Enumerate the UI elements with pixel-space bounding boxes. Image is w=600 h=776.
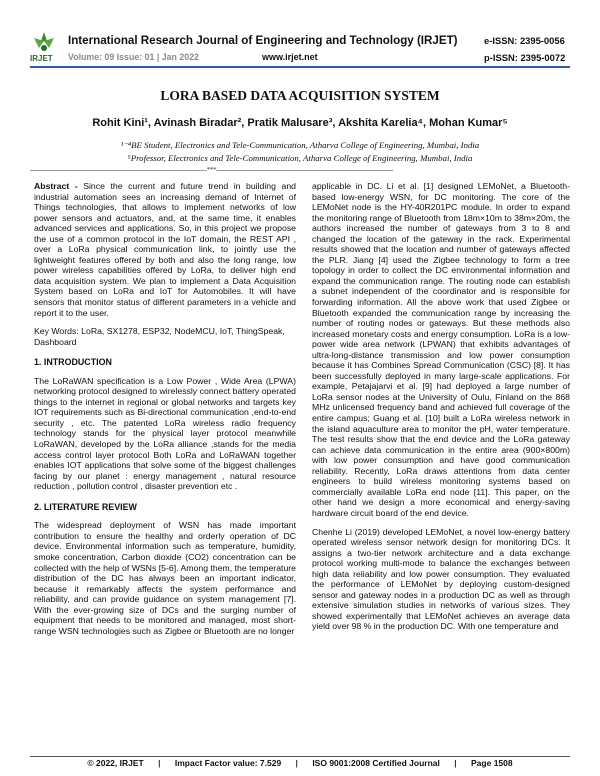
footer-copyright: © 2022, IRJET (87, 758, 144, 768)
lemonet-paragraph: Chenhe Li (2019) developed LEMoNet, a novel low-energy battery operated wireless sensor network design for monitoring DCs. It assigns a two-tier network architecture and a data exchange protocol working multi-mode to balance the exchanges between high data reliability and low power consumption. They evaluated the performance of LEMoNet by deploying custom-designed sensor and gateway nodes in a production DC as well as through extensive simulation studies in networks of various sizes. They showed experimentally that LEMoNet achieves an average data yield over 98 % in the production DC. With one temperature and (312, 526, 570, 632)
introduction-heading: 1. INTRODUCTION (34, 357, 112, 368)
paper-title: LORA BASED DATA ACQUISITION SYSTEM (160, 88, 440, 103)
abstract-label: Abstract - (34, 181, 78, 191)
literature-review-text: The widespread deployment of WSN has made important contribution to ensure the healthy and orderly operation of DC device. Environmental information such as temperature, humidity, smoke concentration, Carbon dioxide (CO2) concentration can be collected with the help of WSNs [5-6]. Among them, the temperature distribution of the DC has always been an important indicator, because it remarkably affects the system performance and reliability, and can provide guidance on system management [7]. With the ever-growing size of DCs and the surging number of equipment that needs to be monitored and managed, most short-range WSN technologies such as Zigbee or Bluetooth are no longer (34, 520, 296, 636)
footer-separator: | (454, 758, 457, 768)
footer-impact-factor: Impact Factor value: 7.529 (174, 758, 282, 768)
literature-review-heading: 2. LITERATURE REVIEW (34, 501, 137, 512)
section-separator: ---------------------------------------------------------------------------------------***--------------------------------------------------------------------------------------- (30, 166, 394, 174)
footer-iso: ISO 9001:2008 Certified Journal (312, 758, 440, 768)
p-issn: p-ISSN: 2395-0072 (484, 52, 566, 63)
page-footer (0, 758, 600, 768)
footer-separator: | (158, 758, 161, 768)
right-column (312, 181, 570, 640)
affiliation-1: ¹⁻⁴BE Student, Electronics and Tele-Communication, Atharva College of Engineering, Mumbai, India (120, 140, 480, 150)
keywords: Key Words: LoRa, SX1278, ESP32, NodeMCU, IoT, ThingSpeak, Dashboard (34, 326, 285, 347)
abstract (34, 181, 296, 318)
introduction-text: The LoRaWAN specification is a Low Power , Wide Area (LPWA) networking protocol designed to wirelessly connect battery operated things to the internet in regional or global networks and targets key IOT requirements such as Bi-directional communication ,end-to-end security , etc. The patented LoRa wireless radio frequency technology stands for the physical layer protocol meanwhile LoRaWAN, developed by the LoRa alliance ,stands for the media access control layer protocol Both LoRa and LoRaWAN together enables IOT applications that solve some of the biggest challenges facing by our planet : energy management , natural resource reduction , pollution control , disaster prevention etc . (34, 375, 296, 492)
paper-authors: Rohit Kini¹, Avinash Biradar², Pratik Malusare³, Akshita Karelia⁴, Mohan Kumar⁵ (92, 117, 508, 129)
footer-divider (30, 756, 570, 757)
irjet-logo-icon (24, 30, 64, 70)
affiliation-2: ⁵Professor, Electronics and Tele-Communication, Atharva College of Engineering, Mumbai, India (127, 153, 473, 163)
footer-separator: | (295, 758, 298, 768)
journal-title: International Research Journal of Engineering and Technology (IRJET) (68, 34, 458, 47)
journal-header (0, 0, 600, 72)
header-divider (30, 66, 570, 68)
volume-issue: Volume: 09 Issue: 01 | Jan 2022 (68, 52, 199, 62)
e-issn: e-ISSN: 2395-0056 (484, 35, 565, 46)
literature-review-continued: applicable in DC. Li et al. [1] designed LEMoNet, a Bluetooth-based low-energy WSN, for DC monitoring. The core of the LEMoNet node is the HY-40R201PC module. In order to expand the monitoring range of Bluetooth from 18m×10m to 38m×20m, the authors increased the number of gateways from 3 to 8 and changed the location of the gateway in the rack. Experimental results showed that the location and number of gateways affected the PLR. Jiang [4] used the Zigbee technology to form a tree topology in order to collect the DC environmental information and expand the communication range. The routing node can establish a subnet independent of the coordinator and is responsible for forwarding information. All the above work that used Zigbee or Bluetooth expanded the communication range by increasing the number of routing nodes or gateways. But these methods also increased monetary costs and energy consumption. LoRa is a low-power wide area network (LPWAN) that exhibits advantages of ultra-long-distance transmission and low power consumption because it has Combines Spread Communication (CSC) [8]. It has been successfully deployed in many large-scale applications. For example, Petajajarvi et al. [9] had deployed a large number of LoRa sensor nodes at the University of Oulu, Finland on the 868 MHz unlicensed frequency band and achieved full coverage of the entire campus; Guang et al. [10] built a LoRa wireless network in the island aquaculture area to monitor the pH, water temperature. The test results show that the end device and the LoRa gateway can achieve data communication in the entire area (900×800m) with low power consumption and have good communication reliability. Recently, LoRa draws attentions from data center engineers to build wireless monitoring systems based on commercially available LoRa end node [11]. This paper, on the other hand we design a more economical and energy-saving hardware circuit board of the end device. (312, 181, 570, 518)
journal-website-link[interactable]: www.irjet.net (262, 52, 318, 62)
footer-page-number: Page 1508 (471, 758, 513, 768)
left-column (34, 181, 296, 644)
abstract-text: Since the current and future trend in building and industrial automation sees an increasing demand of Internet of Things technologies, that allows to implement networks of low power sensors and actuators, and, at the same time, it enables advanced services and applications. So, in this project we propose the use of a common protocol in the IoT domain, the REST API , over a LoRa physical communication link, to jointly use the lightweight features offered by both and also the long range, low power wireless capabilities offered by LoRa, to deliver high end data acquisition system. We plan to implement a Data Acquisition System based on LoRa and IoT for Automobiles. It will have sensors that monitor status of different parameters in a vehicle and report it to the user. (34, 181, 296, 318)
logo-text: IRJET (30, 54, 53, 63)
